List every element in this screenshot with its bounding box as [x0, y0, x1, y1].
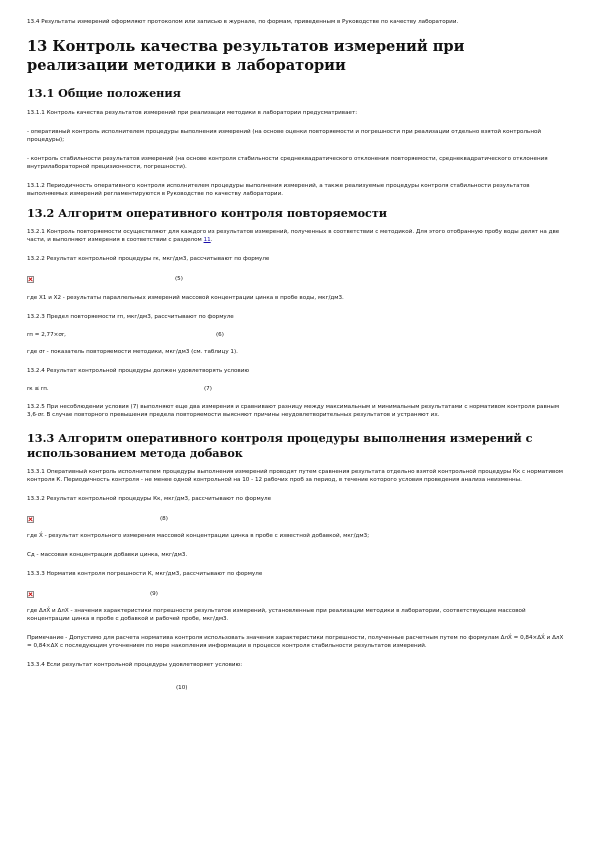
subsection-title-13-2: 13.2 Алгоритм оперативного контроля повторяемости — [27, 205, 388, 220]
paragraph-sigma-r: где σr - показатель повторяемости методики, мкг/дм3 (см. таблицу 1). — [27, 349, 238, 355]
formula-5 — [27, 273, 567, 285]
paragraph-13-3-2: 13.3.2 Результат контрольной процедуры Кк, мкг/дм3, рассчитывают по формуле — [27, 496, 272, 502]
paragraph-13-4: 13.4 Результаты измерений оформляют протоколом или записью в журнале, по формам, приведенным в Руководстве по качеству лаборатории. — [27, 19, 459, 25]
formula-8 — [27, 513, 567, 525]
subsection-title-13-3: 13.3 Алгоритм оперативного контроля процедуры выполнения измерений с использованием метода добавок — [27, 431, 533, 460]
broken-image-icon — [27, 276, 34, 283]
paragraph-operational-control: - оперативный контроль исполнителем процедуры выполнения измерений (на основе оценки повторяемости и погрешности при реализации отдельно взятой контрольной процедуры); — [27, 128, 542, 143]
formula-number: (9) — [150, 591, 158, 597]
formula-text: rк ≤ rп. — [27, 386, 49, 392]
paragraph-13-2-2: 13.2.2 Результат контрольной процедуры rк, мкг/дм3, рассчитывают по формуле — [27, 256, 270, 262]
paragraph-cd: Сд - массовая концентрация добавки цинка, мкг/дм3. — [27, 552, 188, 558]
formula-text: rп = 2,77×σr, — [27, 332, 66, 338]
formula-10 — [27, 682, 567, 694]
paragraph-13-2-5: 13.2.5 При несоблюдении условия (7) выполняют еще два измерения и сравнивают разницу между максимальным и минимальным результатами с нормативом контроля равным 3,6·σr. В случае повторного превышения предела повторяемости выясняют причины неудовлетворительных результатов и устраняют их. — [27, 404, 560, 418]
formula-number: (6) — [216, 332, 224, 338]
formula-number: (7) — [204, 386, 212, 392]
formula-number: (8) — [160, 516, 168, 522]
paragraph-note: Примечание - Допустимо для расчета норматива контроля использовать значения характеристики погрешности, полученные расчетным путем по формулам ΔлХ́ = 0,84×ΔХ́ и ΔлХ = 0,84×ΔХ с последующим уточнением по мере накопления информации в процессе контроля стабильности результатов измерений. — [27, 635, 564, 649]
paragraph-13-2-4: 13.2.4 Результат контрольной процедуры должен удовлетворять условию — [27, 368, 250, 374]
paragraph-13-2-3: 13.2.3 Предел повторяемости rп, мкг/дм3, рассчитывают по формуле — [27, 314, 234, 320]
paragraph-13-1-1: 13.1.1 Контроль качества результатов измерений при реализации методики в лаборатории предусматривает: — [27, 109, 358, 116]
formula-9 — [27, 588, 567, 600]
paragraph-13-2-1: 13.2.1 Контроль повторяемости осуществляют для каждого из результатов измерений, полученных в соответствии с методикой. Для этого отобранную пробу воды делят на две части, и выполняют измерения в соответствии с разделом 11. — [27, 229, 560, 243]
section-11-link[interactable]: 11 — [203, 237, 211, 243]
formula-number: (10) — [176, 685, 188, 691]
broken-image-icon — [27, 516, 34, 523]
section-title: 13 Контроль качества результатов измерений при реализации методики в лаборатории — [27, 38, 465, 74]
formula-7 — [27, 383, 567, 395]
paragraph-delta-l: где ΔлХ́ и ΔлХ - значения характеристики погрешности результатов измерений, установленные при реализации методики в лаборатории, соответствующие массовой концентрации цинка в пробе с добавкой и рабочей пробе, мкг/дм3. — [27, 608, 526, 622]
paragraph-13-3-3: 13.3.3 Норматив контроля погрешности К, мкг/дм3, рассчитывают по формуле — [27, 571, 263, 577]
paragraph-stability-control: - контроль стабильности результатов измерений (на основе контроля стабильности среднеквадратического отклонения повторяемости, среднеквадратического отклонения внутрилабораторной прецизионности, погрешности). — [27, 155, 548, 170]
broken-image-icon — [27, 591, 34, 598]
paragraph-x1-x2: где Х1 и Х2 - результаты параллельных измерений массовой концентрации цинка в пробе воды, мкг/дм3. — [27, 295, 344, 301]
formula-number: (5) — [175, 276, 183, 282]
paragraph-13-3-1: 13.3.1 Оперативный контроль исполнителем процедуры выполнения измерений проводят путем сравнения результата отдельно взятой контрольной процедуры Кк с нормативом контроля К. Периодичность контроля - не менее одной контрольной на 10 - 12 рабочих проб за период, в течение которого условия проведения анализа неизменны. — [27, 469, 563, 483]
paragraph-x-prime: где Х́ - результат контрольного измерения массовой концентрации цинка в пробе с известной добавкой, мкг/дм3; — [27, 533, 370, 539]
paragraph-13-3-4: 13.3.4 Если результат контрольной процедуры удовлетворяет условию: — [27, 662, 243, 668]
paragraph-13-1-2: 13.1.2 Периодичность оперативного контроля исполнителем процедуры выполнения измерений, а также реализуемые процедуры контроля стабильности результатов выполняемых измерений регламентируются в Руководстве по качеству лаборатории. — [27, 182, 530, 197]
formula-6 — [27, 329, 567, 341]
subsection-title-13-1: 13.1 Общие положения — [27, 86, 181, 100]
